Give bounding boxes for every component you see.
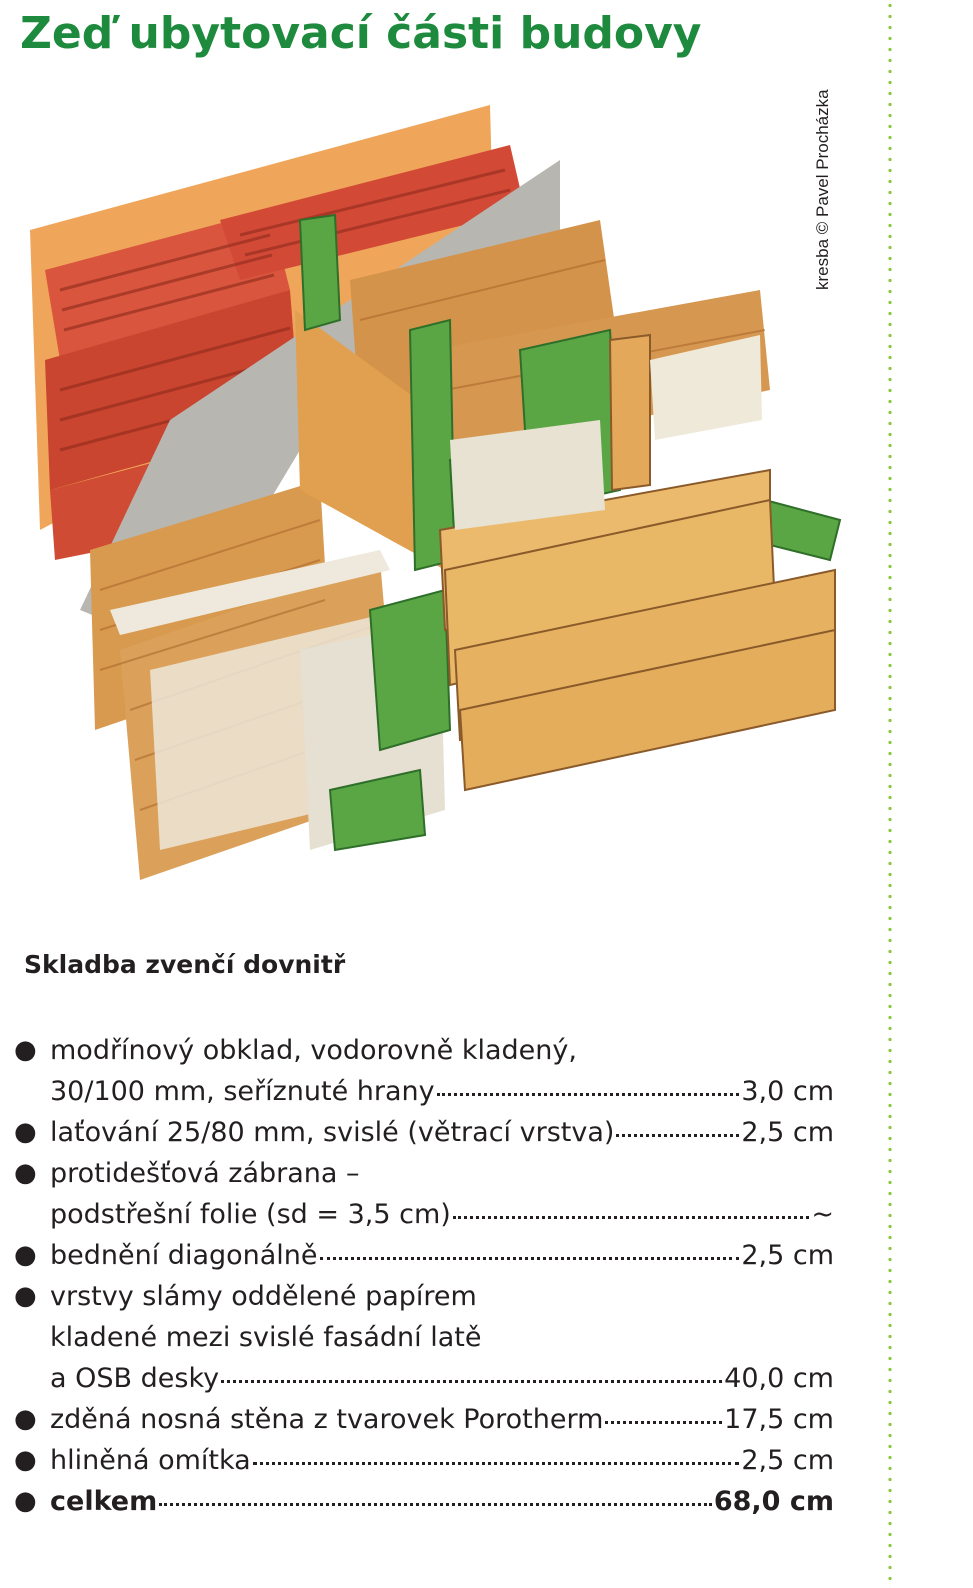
- layer-thickness: ~: [811, 1199, 834, 1230]
- layer-thickness: 3,0 cm: [741, 1076, 834, 1107]
- dot-leader: [320, 1233, 740, 1260]
- layer-thickness: 17,5 cm: [724, 1404, 834, 1435]
- layer-name: 30/100 mm, seříznuté hrany: [50, 1076, 435, 1107]
- bullet-icon: ●: [14, 1117, 37, 1147]
- layer-line: modřínový obklad, vodorovně kladený,: [50, 1035, 577, 1066]
- list-item: [14, 1153, 834, 1235]
- layer-name: hliněná omítka: [50, 1445, 251, 1476]
- dot-leader: [616, 1110, 739, 1137]
- layers-subtitle: Skladba zvenčí dovnitř: [24, 950, 346, 979]
- layer-line: protidešťová zábrana –: [50, 1158, 360, 1189]
- list-item: [14, 1399, 834, 1440]
- list-item: [14, 1235, 834, 1276]
- layer-name: laťování 25/80 mm, svislé (větrací vrstva): [50, 1117, 615, 1148]
- dot-leader: [437, 1069, 740, 1096]
- bullet-icon: ●: [14, 1281, 37, 1311]
- bullet-icon: ●: [14, 1035, 37, 1065]
- bullet-icon: ●: [14, 1486, 37, 1516]
- layer-thickness: 2,5 cm: [741, 1240, 834, 1271]
- wood-slat: [610, 335, 650, 490]
- layer-list: [14, 1030, 834, 1522]
- bullet-icon: ●: [14, 1240, 37, 1270]
- layer-name: podstřešní folie (sd = 3,5 cm): [50, 1199, 451, 1230]
- layer-thickness: 2,5 cm: [741, 1117, 834, 1148]
- bullet-icon: ●: [14, 1404, 37, 1434]
- layer-line: kladené mezi svislé fasádní latě: [50, 1322, 482, 1353]
- dot-leader: [453, 1192, 810, 1219]
- layer-thickness: 2,5 cm: [741, 1445, 834, 1476]
- wall-cross-section-illustration: [0, 90, 860, 910]
- dot-leader: [221, 1356, 722, 1383]
- list-item: [14, 1112, 834, 1153]
- dot-leader: [253, 1438, 740, 1465]
- illustration-credit: kresba © Pavel Procházka: [813, 89, 832, 290]
- page-title: Zeď ubytovací části budovy: [20, 8, 702, 59]
- layer-line: vrstvy slámy oddělené papírem: [50, 1281, 477, 1312]
- list-item: [14, 1440, 834, 1481]
- total-thickness: 68,0 cm: [713, 1486, 834, 1517]
- list-item: [14, 1276, 834, 1399]
- list-item-total: [14, 1481, 834, 1522]
- layer-name: bednění diagonálně: [50, 1240, 318, 1271]
- bullet-icon: ●: [14, 1445, 37, 1475]
- dot-leader: [159, 1479, 712, 1506]
- bullet-icon: ●: [14, 1158, 37, 1188]
- dot-leader: [605, 1397, 722, 1424]
- list-item: [14, 1030, 834, 1112]
- dotted-divider: [888, 0, 892, 1588]
- layer-thickness: 40,0 cm: [724, 1363, 834, 1394]
- total-label: celkem: [50, 1486, 158, 1517]
- layer-name: zděná nosná stěna z tvarovek Porotherm: [50, 1404, 604, 1435]
- layer-name: a OSB desky: [50, 1363, 220, 1394]
